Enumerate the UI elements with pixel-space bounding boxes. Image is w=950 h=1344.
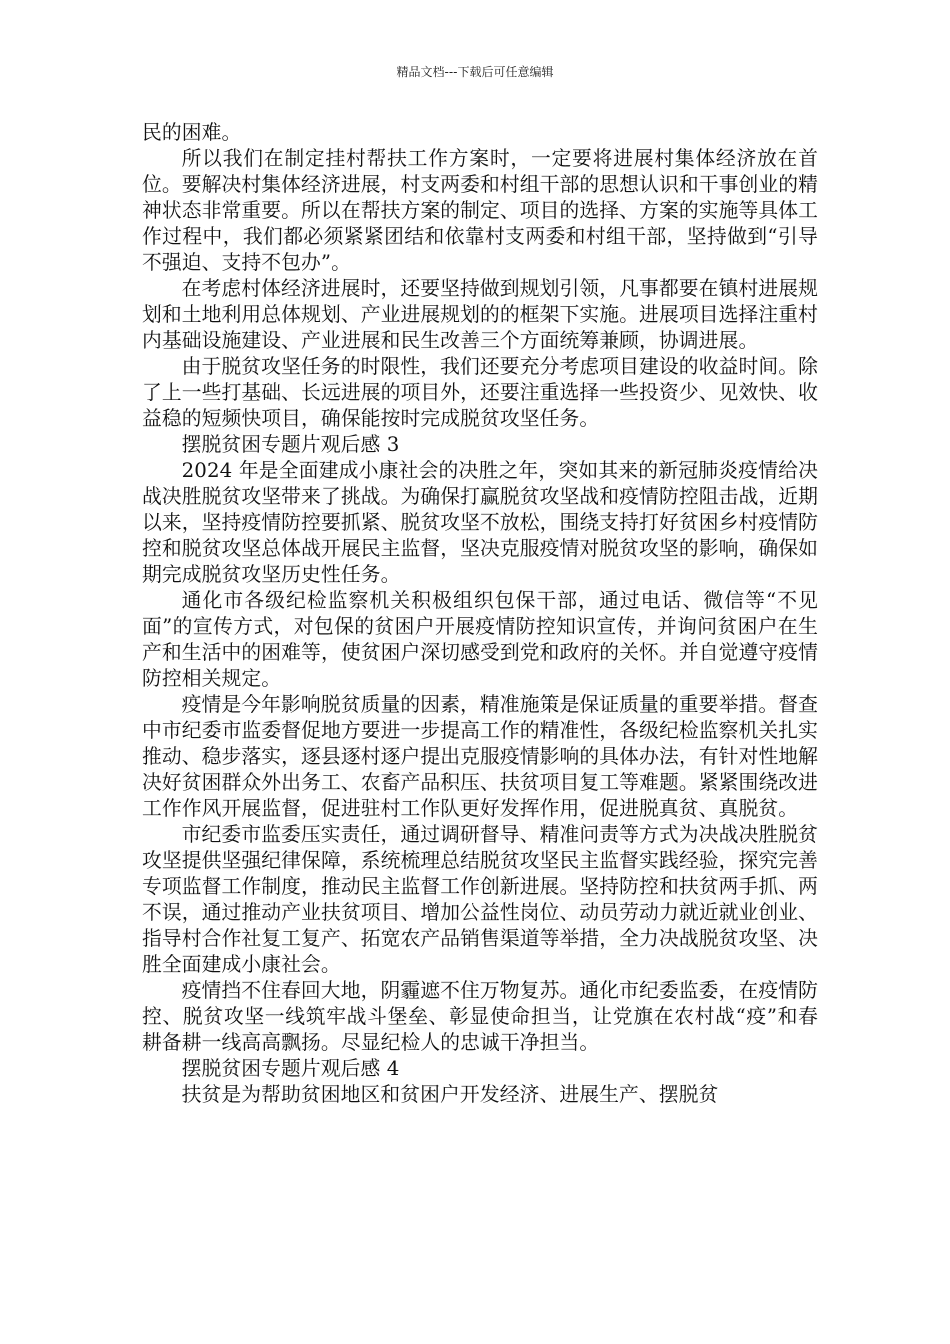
paragraph: 疫情挡不住春回大地，阴霾遮不住万物复苏。通化市纪委监委，在疫情防控、脱贫攻坚一线筑牢战斗堡垒、彰显使命担当，让党旗在农村战“疫”和春耕备耕一线高高飘扬。尽显纪检人的忠诚干净担当。 (142, 979, 818, 1054)
paragraph: 2024 年是全面建成小康社会的决胜之年，突如其来的新冠肺炎疫情给决战决胜脱贫攻坚带来了挑战。为确保打赢脱贫攻坚战和疫情防控阻击战，近期以来，坚持疫情防控要抓紧、脱贫攻坚不放松，围绕支持打好贫困乡村疫情防控和脱贫攻坚总体战开展民主监督，坚决克服疫情对脱贫攻坚的影响，确保如期完成脱贫攻坚历史性任务。 (142, 459, 818, 586)
paragraph: 通化市各级纪检监察机关积极组织包保干部，通过电话、微信等“不见面”的宣传方式，对包保的贫困户开展疫情防控知识宣传，并询问贫困户在生产和生活中的困难等，使贫困户深切感受到党和政府的关怀。并自觉遵守疫情防控相关规定。 (142, 589, 818, 690)
paragraph: 市纪委市监委压实责任，通过调研督导、精准问责等方式为决战决胜脱贫攻坚提供坚强纪律保障，系统梳理总结脱贫攻坚民主监督实践经验，探究完善专项监督工作制度，推动民主监督工作创新进展。坚持防控和扶贫两手抓、两不误，通过推动产业扶贫项目、增加公益性岗位、动员劳动力就近就业创业、指导村合作社复工复产、拓宽农产品销售渠道等举措，全力决战脱贫攻坚、决胜全面建成小康社会。 (142, 823, 818, 976)
paragraph: 扶贫是为帮助贫困地区和贫困户开发经济、进展生产、摆脱贫 (181, 1083, 719, 1106)
section-heading: 摆脱贫困专题片观后感 4 (181, 1057, 400, 1080)
paragraph: 在考虑村体经济进展时，还要坚持做到规划引领，凡事都要在镇村进展规划和土地利用总体规划、产业进展规划的的框架下实施。进展项目选择注重村内基础设施建设、产业进展和民生改善三个方面统筹兼顾，协调进展。 (142, 277, 818, 352)
section-heading: 摆脱贫困专题片观后感 3 (181, 433, 400, 456)
paragraph: 所以我们在制定挂村帮扶工作方案时，一定要将进展村集体经济放在首位。要解决村集体经济进展，村支两委和村组干部的思想认识和干事创业的精神状态非常重要。所以在帮扶方案的制定、项目的选择、方案的实施等具体工作过程中，我们都必须紧紧团结和依靠村支两委和村组干部，坚持做到“引导不强迫、支持不包办”。 (142, 147, 818, 274)
document-body (142, 120, 818, 1108)
paragraph: 由于脱贫攻坚任务的时限性，我们还要充分考虑项目建设的收益时间。除了上一些打基础、长远进展的项目外，还要注重选择一些投资少、见效快、收益稳的短频快项目，确保能按时完成脱贫攻坚任务。 (142, 355, 818, 430)
page-header: 精品文档---下载后可任意编辑 (396, 65, 554, 79)
paragraph-continuation: 民的困难。 (142, 121, 242, 144)
paragraph: 疫情是今年影响脱贫质量的因素，精准施策是保证质量的重要举措。督查中市纪委市监委督促地方要进一步提高工作的精准性，各级纪检监察机关扎实推动、稳步落实，逐县逐村逐户提出克服疫情影响的具体办法，有针对性地解决好贫困群众外出务工、农畜产品积压、扶贫项目复工等难题。紧紧围绕改进工作作风开展监督，促进驻村工作队更好发挥作用，促进脱真贫、真脱贫。 (142, 693, 818, 820)
